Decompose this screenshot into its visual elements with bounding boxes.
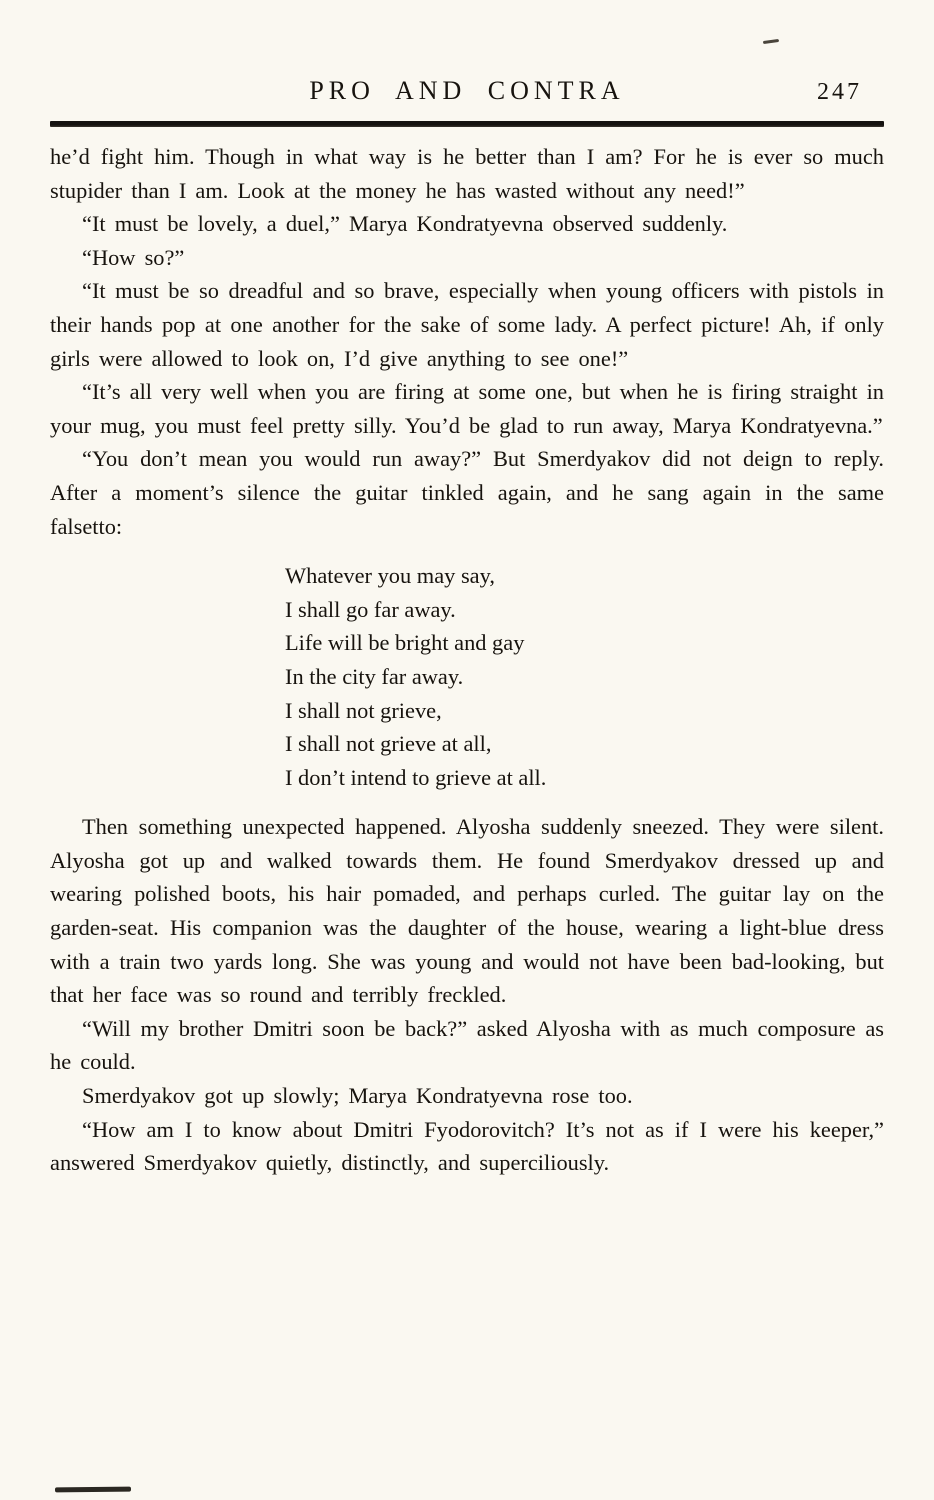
paragraph: “It must be lovely, a duel,” Marya Kondratyevna observed suddenly. (82, 211, 728, 237)
verse-block (285, 559, 884, 794)
paragraph: “How so?” (82, 244, 185, 270)
verse-line: I shall go far away. (285, 596, 456, 622)
paragraph: Smerdyakov got up slowly; Marya Kondratyevna rose too. (82, 1083, 633, 1109)
verse-line: I don’t intend to grieve at all. (285, 764, 547, 790)
paragraph: “Will my brother Dmitri soon be back?” asked Alyosha with as much composure as he could. (50, 1015, 884, 1075)
paragraph: “You don’t mean you would run away?” But Smerdyakov did not deign to reply. After a moment’s silence the guitar tinkled again, and he sang again in the same falsetto: (50, 446, 884, 539)
header-rule (50, 121, 884, 127)
page-number: 247 (817, 79, 862, 105)
page-header (50, 76, 884, 112)
paragraph: he’d fight him. Though in what way is he better than I am? For he is ever so much stupider than I am. Look at the money he has wasted without any need!” (50, 144, 884, 203)
verse-line: I shall not grieve at all, (285, 731, 492, 757)
paragraph: “It must be so dreadful and so brave, especially when young officers with pistols in their hands pop at one another for the sake of some lady. A perfect picture! Ah, if only girls were allowed to look on, I’d give anything to see one!” (50, 278, 884, 371)
verse-line: Whatever you may say, (285, 563, 495, 589)
running-title: PRO AND CONTRA (309, 76, 625, 105)
paragraph: “How am I to know about Dmitri Fyodorovitch? It’s not as if I were his keeper,” answered Smerdyakov quietly, distinctly, and superciliously. (50, 1116, 884, 1176)
verse-line: I shall not grieve, (285, 697, 442, 723)
text-block (50, 140, 884, 1180)
verse-line: In the city far away. (285, 663, 464, 689)
scan-artifact (55, 1487, 131, 1493)
paragraph: “It’s all very well when you are firing at some one, but when he is firing straight in your mug, you must feel pretty silly. You’d be glad to run away, Marya Kondratyevna.” (50, 379, 884, 438)
scan-artifact (763, 39, 779, 44)
verse-line: Life will be bright and gay (285, 630, 525, 656)
paragraph: Then something unexpected happened. Alyosha suddenly sneezed. They were silent. Alyosha got up and walked towards them. He found Smerdyakov dressed up and wearing polished boots, his hair pomaded, and perhaps curled. The guitar lay on the garden-seat. His companion was the daughter of the house, wearing a light-blue dress with a train two yards long. She was young and would not have been bad-looking, but that her face was so round and terribly freckled. (50, 814, 884, 1008)
